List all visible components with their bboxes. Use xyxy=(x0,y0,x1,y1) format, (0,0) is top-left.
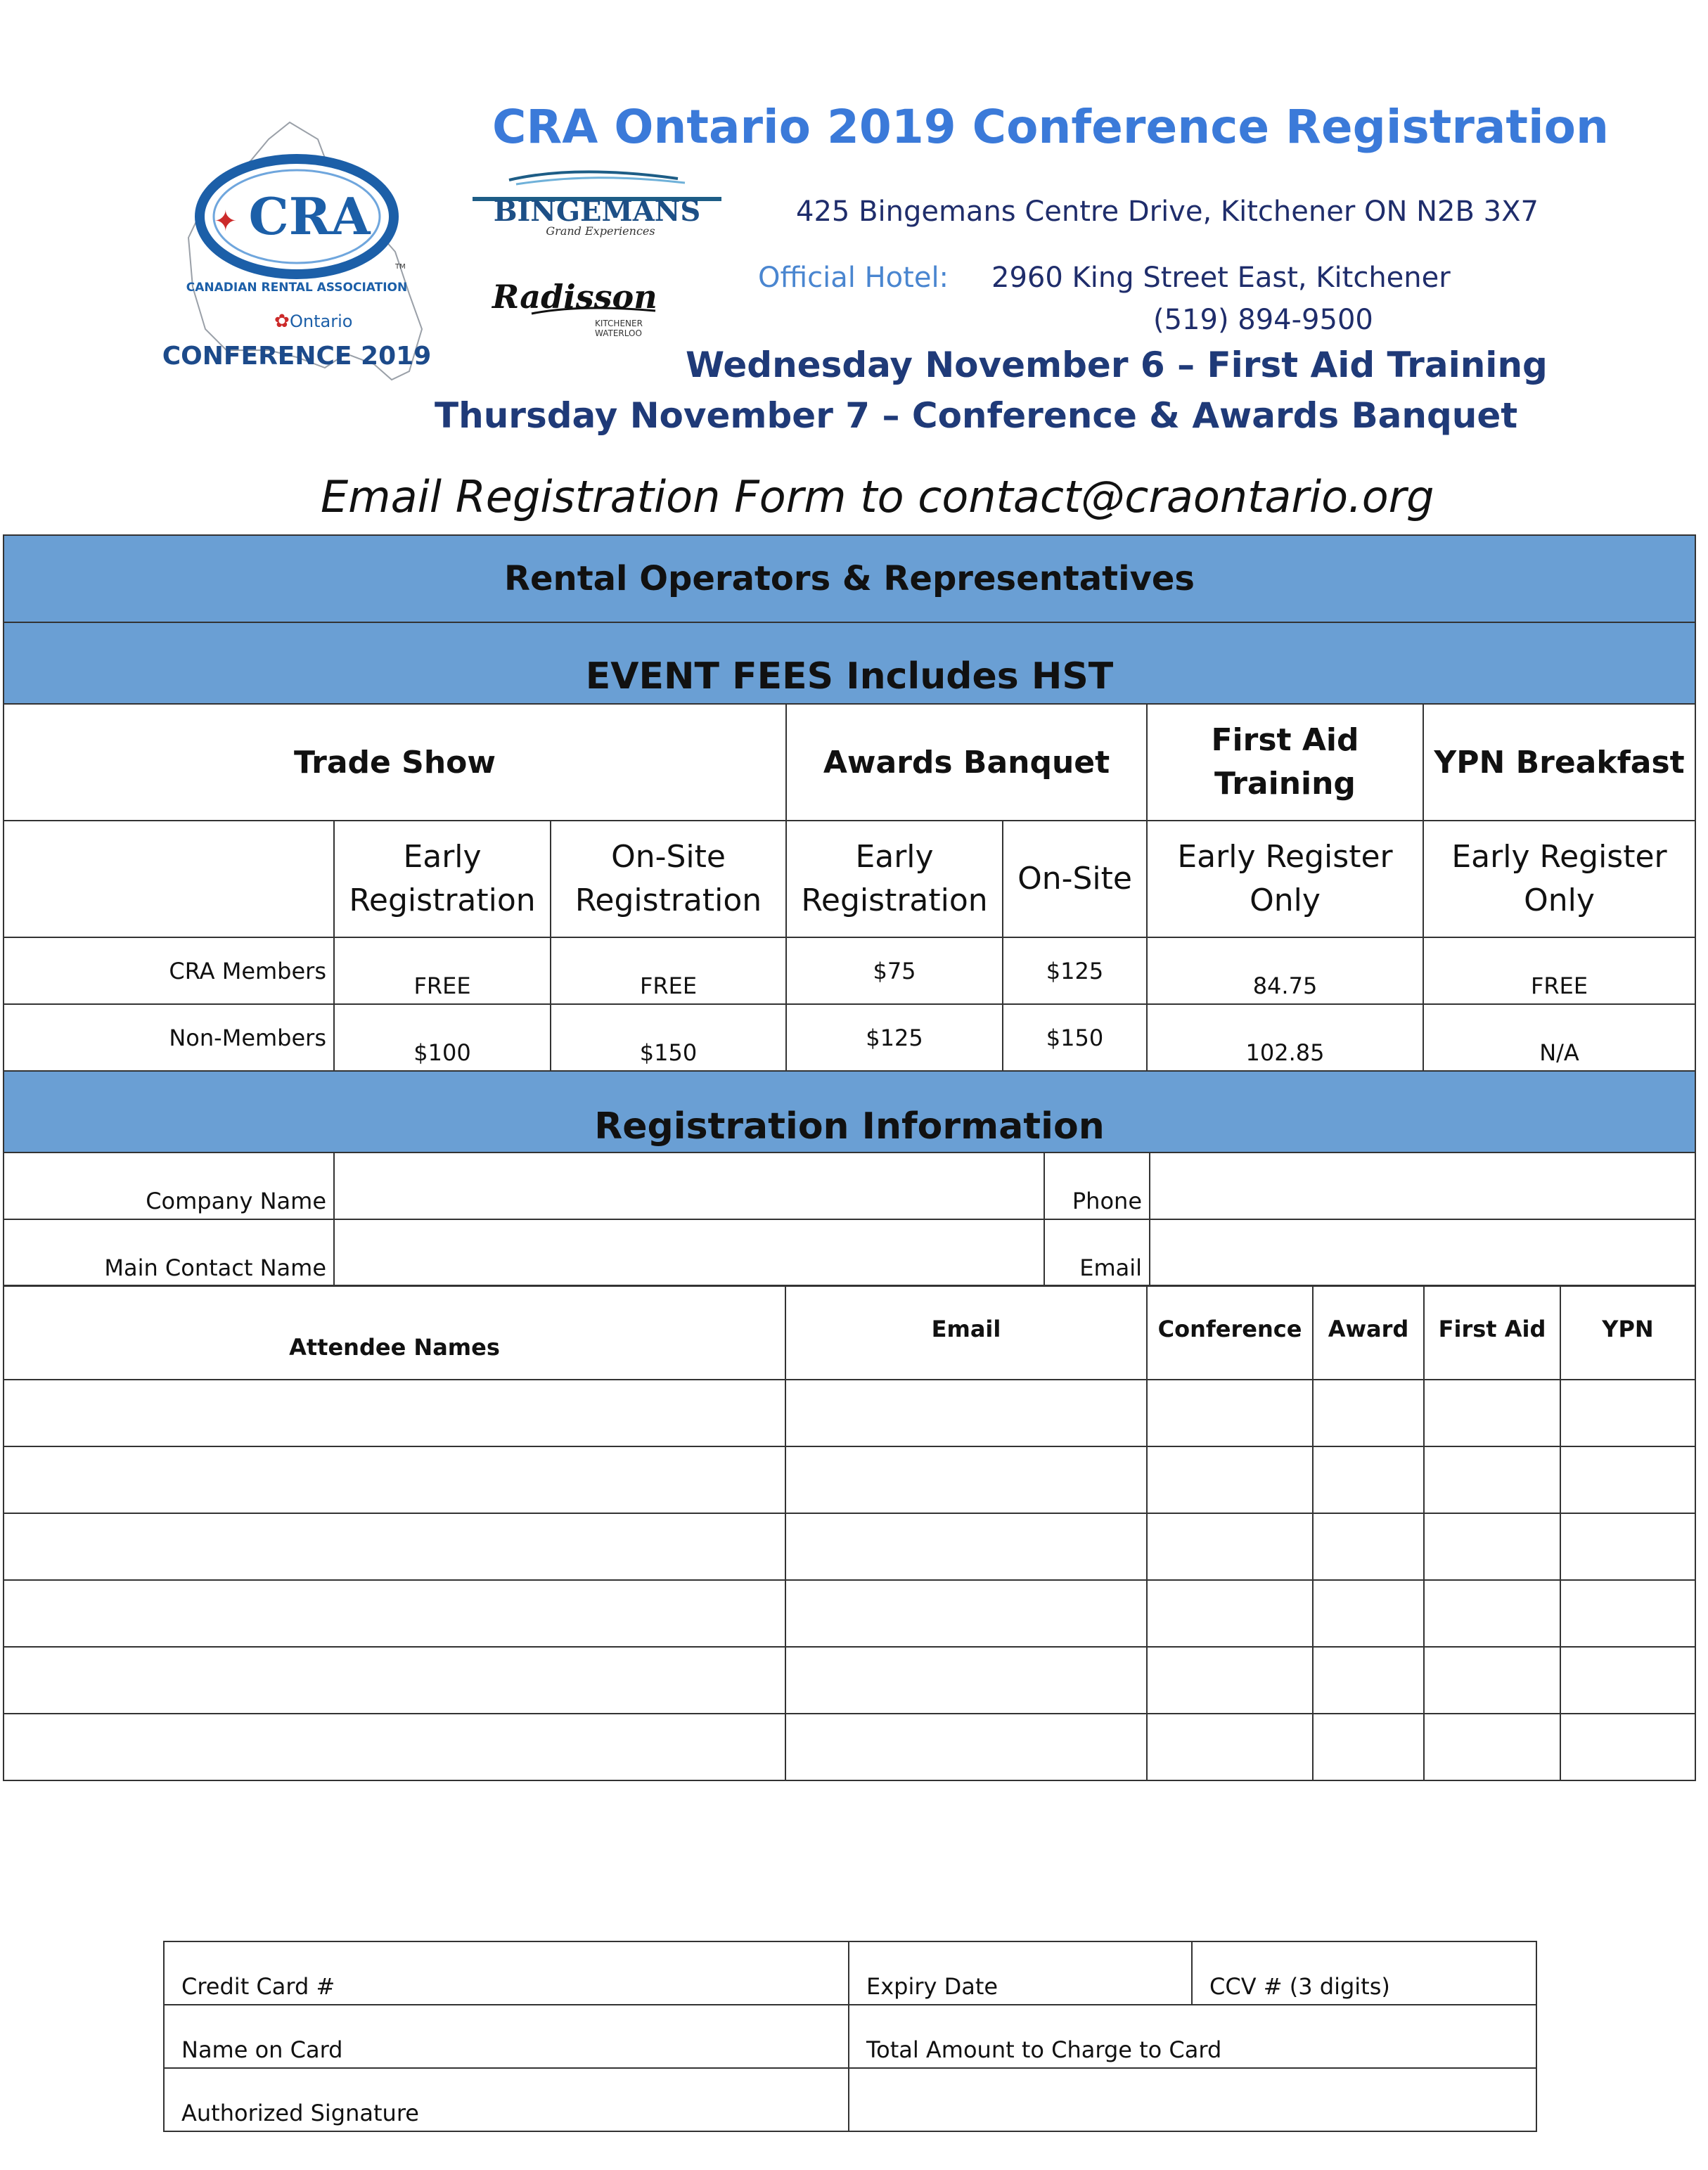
svg-text:TM: TM xyxy=(395,263,406,271)
award-header: Award xyxy=(1313,1285,1424,1380)
cra-logo-letters: CRA xyxy=(248,186,371,246)
svg-text:Grand Experiences: Grand Experiences xyxy=(546,224,655,238)
conference-cell[interactable] xyxy=(1147,1580,1313,1647)
fee-value: $75 xyxy=(786,937,1003,1004)
first-aid-header: First Aid xyxy=(1424,1285,1560,1380)
main-contact-field[interactable] xyxy=(334,1219,1044,1286)
main-contact-label: Main Contact Name xyxy=(4,1219,334,1286)
date-line-first-aid: Wednesday November 6 – First Aid Training xyxy=(686,345,1548,385)
email-field[interactable] xyxy=(1150,1219,1695,1286)
expiry-date-field[interactable]: Expiry Date xyxy=(849,1941,1192,2005)
authorized-signature-field[interactable]: Authorized Signature xyxy=(164,2068,849,2131)
first-aid-cell[interactable] xyxy=(1424,1513,1560,1580)
attendee-email-cell[interactable] xyxy=(785,1513,1147,1580)
attendee-name-cell[interactable] xyxy=(4,1580,785,1647)
radisson-logo xyxy=(489,276,665,339)
svg-text:Ontario: Ontario xyxy=(290,312,353,331)
ypn-cell[interactable] xyxy=(1560,1380,1695,1446)
award-cell[interactable] xyxy=(1313,1580,1424,1647)
svg-text:WATERLOO: WATERLOO xyxy=(595,328,642,338)
company-name-label: Company Name xyxy=(4,1153,334,1219)
hotel-phone: (519) 894-9500 xyxy=(1153,304,1373,336)
email-instruction: Email Registration Form to contact@craontario.org xyxy=(321,471,1434,522)
bingemans-logo xyxy=(467,167,727,238)
hotel-label: Official Hotel: xyxy=(758,262,949,294)
fee-value: $125 xyxy=(786,1004,1003,1071)
group-ypn-breakfast: YPN Breakfast xyxy=(1423,704,1695,821)
cra-conference-logo xyxy=(162,118,432,387)
conference-header: Conference xyxy=(1147,1285,1313,1380)
fee-value: FREE xyxy=(334,937,551,1004)
attendee-name-cell[interactable] xyxy=(4,1513,785,1580)
sub-header: Early Register Only xyxy=(1147,821,1423,937)
conference-cell[interactable] xyxy=(1147,1647,1313,1714)
date-line-conference: Thursday November 7 – Conference & Awards Banquet xyxy=(435,395,1518,436)
company-name-field[interactable] xyxy=(334,1153,1044,1219)
phone-label: Phone xyxy=(1044,1153,1150,1219)
svg-text:BINGEMANS: BINGEMANS xyxy=(493,195,701,228)
fee-value: N/A xyxy=(1423,1004,1695,1071)
attendee-row xyxy=(4,1380,1695,1446)
group-trade-show: Trade Show xyxy=(4,704,786,821)
group-awards-banquet: Awards Banquet xyxy=(786,704,1147,821)
fee-value: $125 xyxy=(1003,937,1147,1004)
signature-blank-cell[interactable] xyxy=(849,2068,1536,2131)
trillium-icon: ✿ xyxy=(274,311,290,332)
name-on-card-field[interactable]: Name on Card xyxy=(164,2005,849,2068)
sub-header: Early Registration xyxy=(786,821,1003,937)
attendee-name-cell[interactable] xyxy=(4,1380,785,1446)
ypn-cell[interactable] xyxy=(1560,1513,1695,1580)
attendee-row xyxy=(4,1513,1695,1580)
first-aid-cell[interactable] xyxy=(1424,1446,1560,1513)
fee-value: $100 xyxy=(334,1004,551,1071)
sub-header: Early Registration xyxy=(334,821,551,937)
venue-address: 425 Bingemans Centre Drive, Kitchener ON N2B 3X7 xyxy=(796,195,1539,228)
svg-text:Radisson: Radisson xyxy=(492,278,657,316)
payment-table xyxy=(163,1941,1537,2132)
fee-value: 84.75 xyxy=(1147,937,1423,1004)
award-cell[interactable] xyxy=(1313,1380,1424,1446)
conference-cell[interactable] xyxy=(1147,1513,1313,1580)
email-label: Email xyxy=(1044,1219,1150,1286)
ypn-cell[interactable] xyxy=(1560,1446,1695,1513)
sub-header: Early Register Only xyxy=(1423,821,1695,937)
hotel-address: 2960 King Street East, Kitchener xyxy=(991,262,1451,294)
attendee-row xyxy=(4,1446,1695,1513)
fee-value: $150 xyxy=(551,1004,786,1071)
row-label-members: CRA Members xyxy=(4,937,334,1004)
total-amount-field[interactable]: Total Amount to Charge to Card xyxy=(849,2005,1536,2068)
award-cell[interactable] xyxy=(1313,1647,1424,1714)
page-title: CRA Ontario 2019 Conference Registration xyxy=(492,100,1609,154)
award-cell[interactable] xyxy=(1313,1513,1424,1580)
attendee-row xyxy=(4,1714,1695,1780)
ypn-cell[interactable] xyxy=(1560,1647,1695,1714)
first-aid-cell[interactable] xyxy=(1424,1647,1560,1714)
attendee-email-cell[interactable] xyxy=(785,1446,1147,1513)
award-cell[interactable] xyxy=(1313,1446,1424,1513)
fee-value: FREE xyxy=(1423,937,1695,1004)
fee-value: $150 xyxy=(1003,1004,1147,1071)
maple-leaf-icon: ✦ xyxy=(214,205,238,238)
attendee-name-cell[interactable] xyxy=(4,1446,785,1513)
conference-cell[interactable] xyxy=(1147,1446,1313,1513)
ypn-header: YPN xyxy=(1560,1285,1695,1380)
first-aid-cell[interactable] xyxy=(1424,1580,1560,1647)
conference-cell[interactable] xyxy=(1147,1714,1313,1780)
ypn-cell[interactable] xyxy=(1560,1714,1695,1780)
first-aid-cell[interactable] xyxy=(1424,1380,1560,1446)
ccv-field[interactable]: CCV # (3 digits) xyxy=(1192,1941,1536,2005)
group-first-aid: First Aid Training xyxy=(1147,704,1423,821)
attendee-name-cell[interactable] xyxy=(4,1714,785,1780)
sub-header: On-Site Registration xyxy=(551,821,786,937)
conference-cell[interactable] xyxy=(1147,1380,1313,1446)
sub-header: On-Site xyxy=(1003,821,1147,937)
ypn-cell[interactable] xyxy=(1560,1580,1695,1647)
attendee-email-cell[interactable] xyxy=(785,1580,1147,1647)
empty-cell xyxy=(4,821,334,937)
row-label-non-members: Non-Members xyxy=(4,1004,334,1071)
svg-text:KITCHENER: KITCHENER xyxy=(595,319,643,328)
attendee-email-cell[interactable] xyxy=(785,1714,1147,1780)
band-registration-info: Registration Information xyxy=(4,1071,1695,1153)
attendee-email-cell[interactable] xyxy=(785,1647,1147,1714)
attendee-name-cell[interactable] xyxy=(4,1647,785,1714)
event-fees-table xyxy=(3,534,1696,1072)
attendee-row xyxy=(4,1647,1695,1714)
first-aid-cell[interactable] xyxy=(1424,1714,1560,1780)
attendee-names-header: Attendee Names xyxy=(4,1285,785,1380)
fee-value: 102.85 xyxy=(1147,1004,1423,1071)
attendee-email-header: Email xyxy=(785,1285,1147,1380)
fee-value: FREE xyxy=(551,937,786,1004)
svg-text:CANADIAN RENTAL ASSOCIATION: CANADIAN RENTAL ASSOCIATION xyxy=(186,281,408,295)
attendee-table xyxy=(3,1285,1696,1781)
registration-info-table xyxy=(3,1070,1696,1287)
svg-text:CONFERENCE 2019: CONFERENCE 2019 xyxy=(162,342,432,371)
band-event-fees: EVENT FEES Includes HST xyxy=(4,622,1695,704)
band-rental-operators: Rental Operators & Representatives xyxy=(4,535,1695,622)
attendee-email-cell[interactable] xyxy=(785,1380,1147,1446)
credit-card-number-field[interactable]: Credit Card # xyxy=(164,1941,849,2005)
award-cell[interactable] xyxy=(1313,1714,1424,1780)
phone-field[interactable] xyxy=(1150,1153,1695,1219)
attendee-row xyxy=(4,1580,1695,1647)
